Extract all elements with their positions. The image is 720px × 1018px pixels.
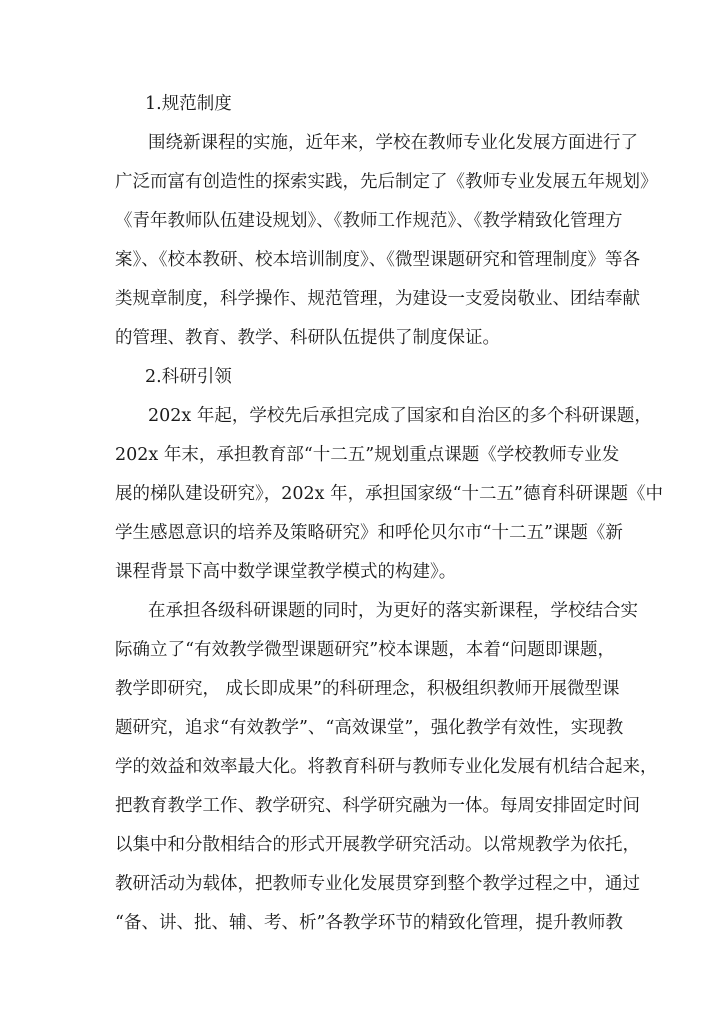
paragraph-line: 学生感恩意识的培养及策略研究》和呼伦贝尔市“十二五”课题《新: [115, 523, 623, 543]
paragraph-line: 课程背景下高中数学课堂教学模式的构建》。: [115, 562, 457, 582]
paragraph-line: 围绕新课程的实施，近年来，学校在教师专业化发展方面进行了: [148, 133, 638, 153]
paragraph-line: 把教育教学工作、教学研究、科学研究融为一体。每周安排固定时间: [115, 796, 640, 816]
paragraph-line: 202x 年起，学校先后承担完成了国家和自治区的多个科研课题，: [148, 406, 652, 426]
paragraph-line: 的管理、教育、教学、科研队伍提供了制度保证。: [115, 328, 500, 348]
paragraph-line: 际确立了“有效教学微型课题研究”校本课题，本着“问题即课题，: [115, 640, 615, 660]
paragraph-line: 展的梯队建设研究》，202x 年，承担国家级“十二五”德育科研课题《中: [115, 484, 663, 504]
paragraph-line: 学的效益和效率最大化。将教育科研与教师专业化发展有机结合起来，: [115, 757, 658, 777]
paragraph-line: 类规章制度，科学操作、规范管理，为建设一支爱岗敬业、团结奉献: [115, 289, 640, 309]
paragraph-line: 题研究，追求“有效教学”、“高效课堂”，强化教学有效性，实现教: [115, 718, 624, 738]
paragraph-line: 以集中和分散相结合的形式开展教学研究活动。以常规教学为依托，: [115, 835, 640, 855]
section-heading-2: 2.科研引领: [145, 367, 232, 387]
paragraph-line: 案》、《校本教研、校本培训制度》、《微型课题研究和管理制度》等各: [115, 250, 640, 270]
paragraph-line: “备、讲、批、辅、考、析”各教学环节的精致化管理，提升教师教: [115, 913, 623, 933]
paragraph-line: 教研活动为载体，把教师专业化发展贯穿到整个教学过程之中，通过: [115, 874, 640, 894]
paragraph-line: 教学即研究， 成长即成果”的科研理念，积极组织教师开展微型课: [115, 679, 620, 699]
paragraph-line: 在承担各级科研课题的同时，为更好的落实新课程，学校结合实: [148, 601, 638, 621]
section-heading-1: 1.规范制度: [145, 94, 232, 114]
paragraph-line: 《青年教师队伍建设规划》、《教师工作规范》、《教学精致化管理方: [115, 211, 623, 231]
paragraph-line: 202x 年末，承担教育部“十二五”规划重点课题《学校教师专业发: [115, 445, 620, 465]
paragraph-line: 广泛而富有创造性的探索实践，先后制定了《教师专业发展五年规划》: [115, 172, 658, 192]
